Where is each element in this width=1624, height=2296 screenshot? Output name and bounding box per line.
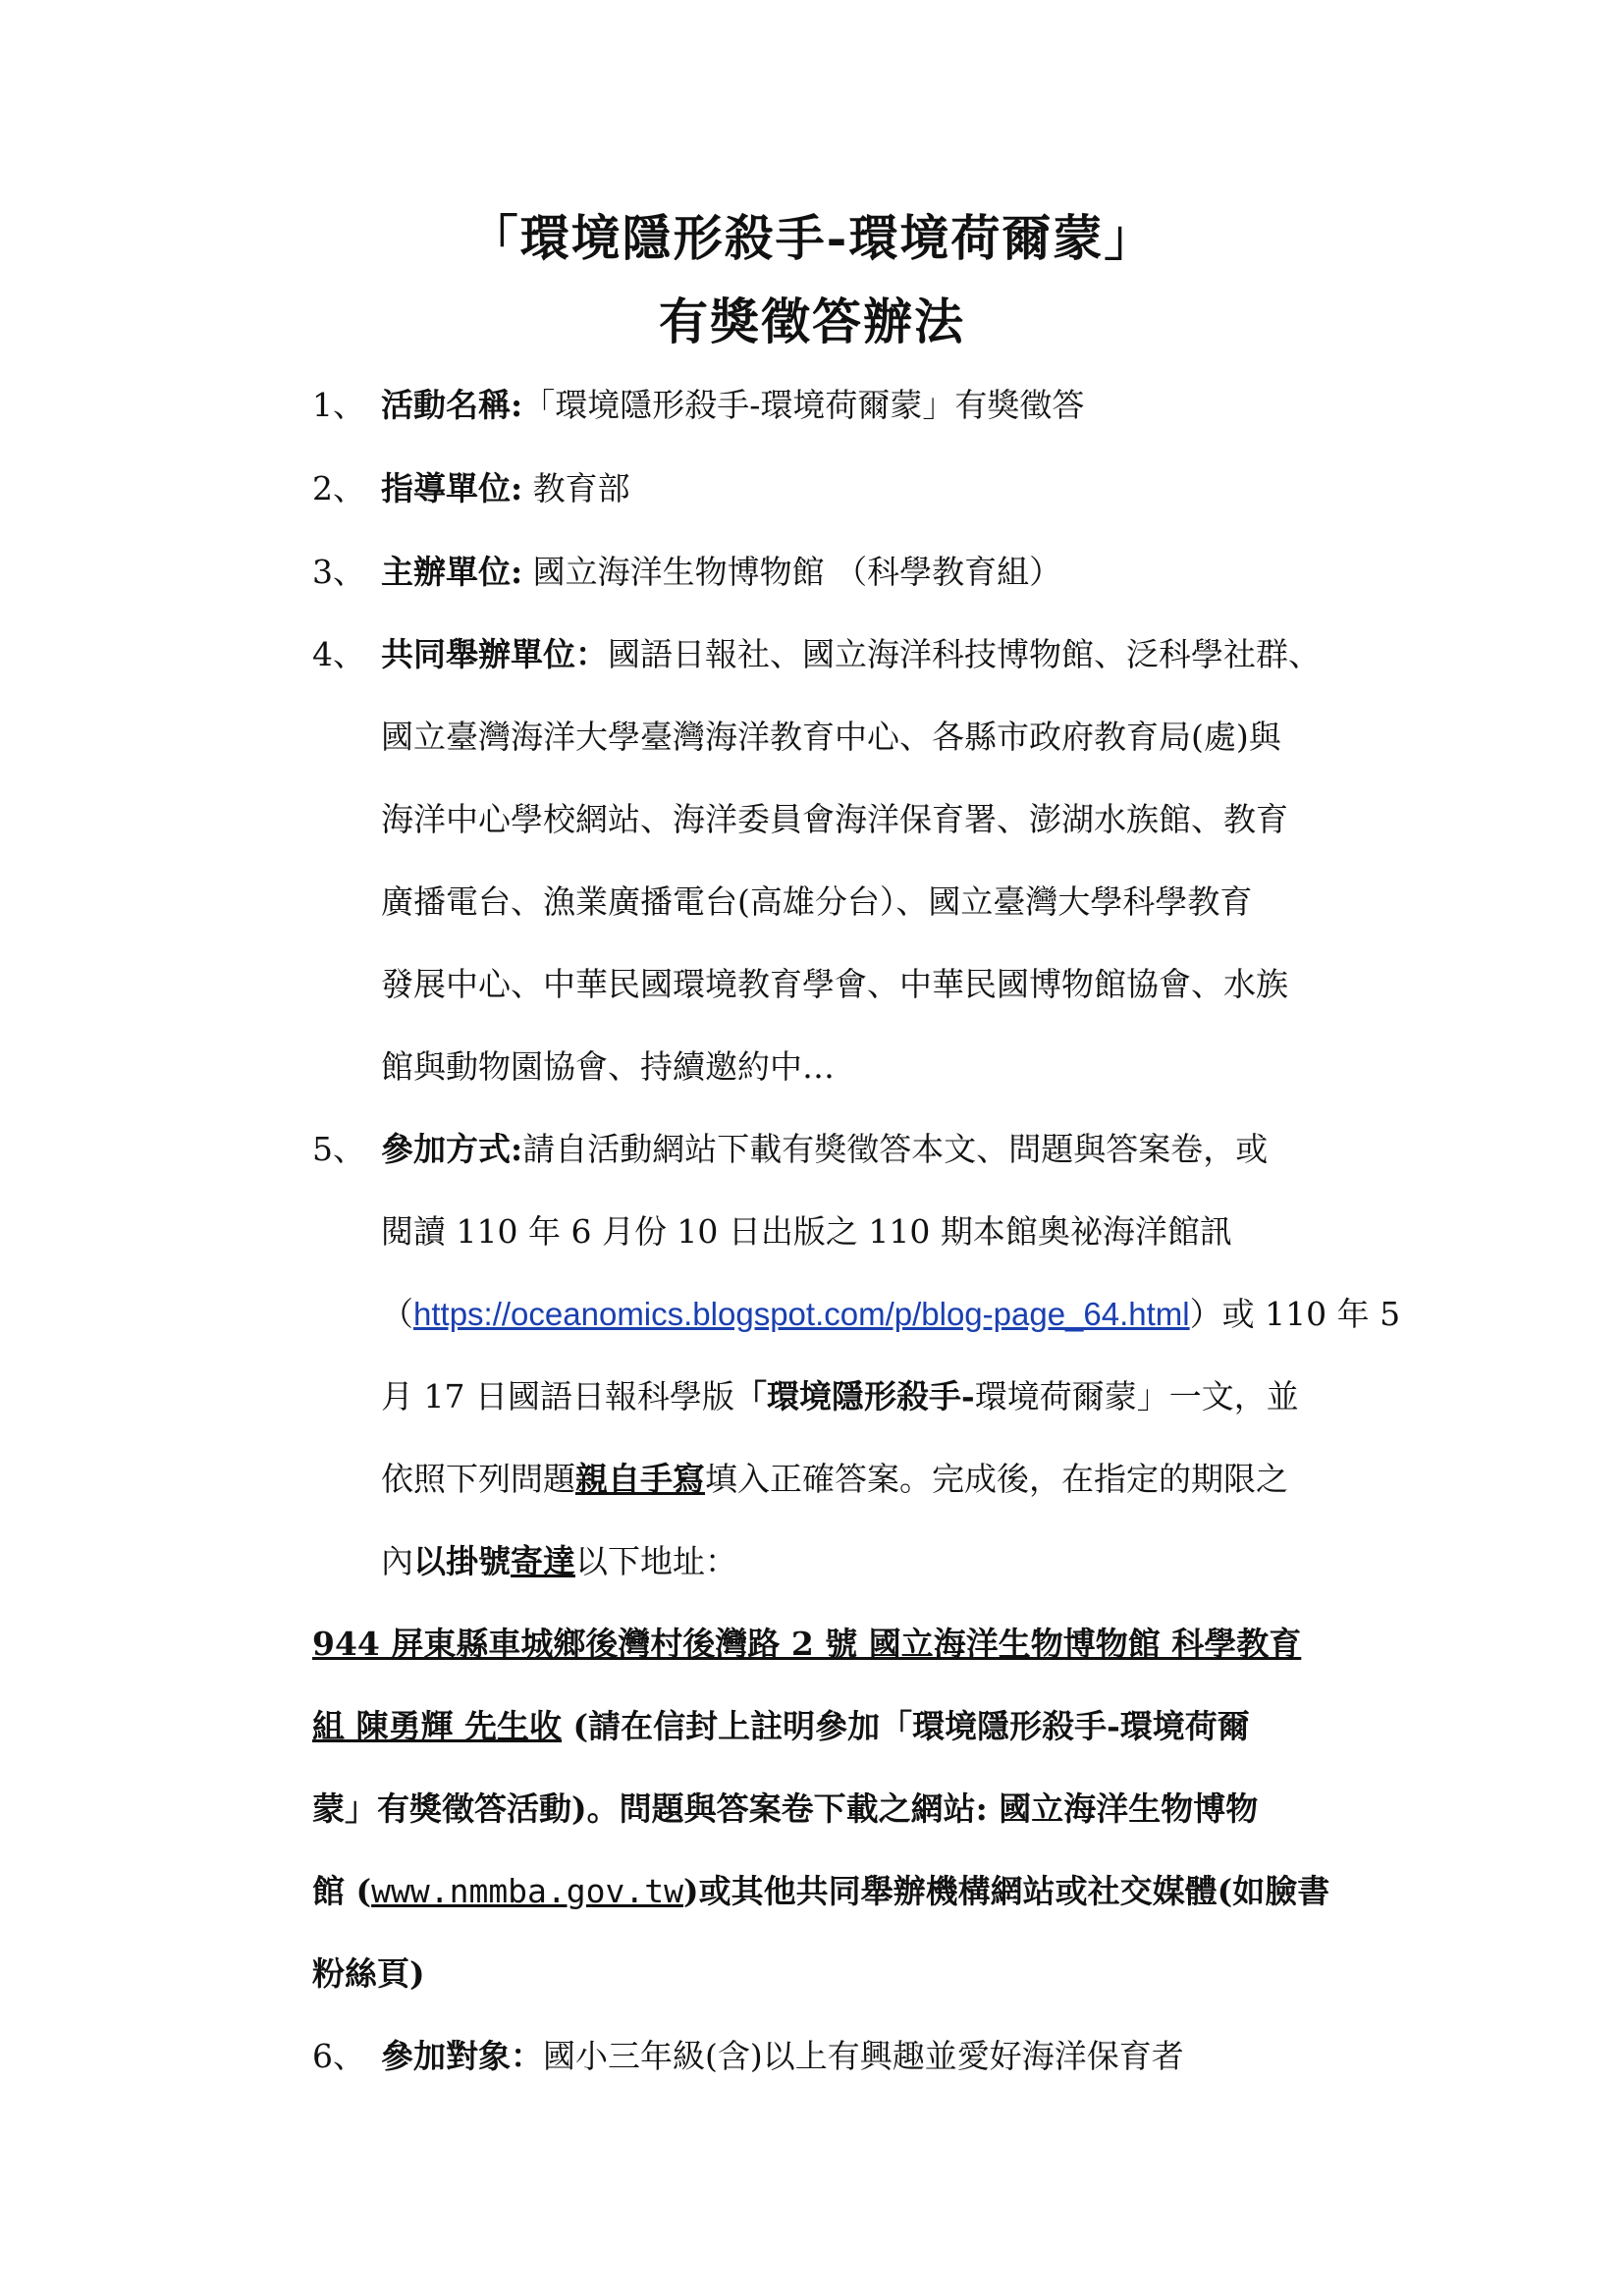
item-label: 活動名稱:: [381, 386, 523, 424]
item-continuation: [381, 1542, 737, 1581]
paren-open: （: [381, 1295, 413, 1333]
item-label: 參加對象：: [381, 2037, 543, 2075]
article-title-bold: 「環境隱形殺手-: [733, 1377, 975, 1415]
address-text: 944 屏東縣車城鄉後灣村後灣路 2 號 國立海洋生物博物館 科學教育: [312, 1625, 1302, 1663]
list-item: [381, 386, 1084, 425]
address-line: [312, 1707, 1250, 1746]
item-number: 1、: [312, 386, 365, 424]
item-text: 環境荷爾蒙」一文，並: [974, 1377, 1299, 1415]
item-continuation: 閱讀 110 年 6 月份 10 日出版之 110 期本館奧祕海洋館訊: [381, 1212, 1232, 1251]
emphasis-registered: 以掛號: [413, 1542, 511, 1580]
page-title-line2: 有獎徵答辦法: [659, 293, 965, 350]
page-title-line1: 「環境隱形殺手-環境荷爾蒙」: [468, 209, 1156, 267]
list-item: [381, 553, 1061, 592]
address-text: )或其他共同舉辦機構網站或社交媒體(如臉書: [683, 1872, 1330, 1910]
item-text: 月 17 日國語日報科學版: [381, 1377, 734, 1415]
item-text: ）或 110 年 5: [1189, 1295, 1401, 1333]
address-text: 館 (: [312, 1872, 372, 1910]
item-number: 5、: [312, 1130, 365, 1168]
item-continuation: 館與動物園協會、持續邀約中…: [381, 1047, 835, 1086]
emphasis-deliver: 寄達: [511, 1542, 575, 1580]
item-text: 內: [381, 1542, 413, 1580]
item-text: 國立海洋生物博物館 （科學教育組）: [522, 553, 1062, 591]
item-text: 請自活動網站下載有獎徵答本文、問題與答案卷，或: [522, 1130, 1269, 1168]
item-label: 指導單位:: [381, 469, 523, 507]
item-text: 教育部: [522, 469, 630, 507]
address-line: 蒙」有獎徵答活動)。問題與答案卷下載之網站: 國立海洋生物博物: [312, 1789, 1259, 1828]
item-text: 「環境隱形殺手-環境荷爾蒙」有獎徵答: [522, 386, 1085, 424]
item-text: 依照下列問題: [381, 1460, 575, 1498]
list-item: [381, 469, 630, 508]
address-note: (請在信封上註明參加「環境隱形殺手-環境荷爾: [561, 1707, 1250, 1745]
item-text: 國語日報社、國立海洋科技博物館、泛科學社群、: [608, 635, 1321, 673]
item-label: 共同舉辦單位：: [381, 635, 608, 673]
item-number: 3、: [312, 553, 365, 591]
recipient-text: 組 陳勇輝 先生收: [312, 1707, 562, 1745]
list-item: [381, 1130, 1268, 1169]
address-line: 粉絲頁): [312, 1954, 425, 1993]
item-label: 主辦單位:: [381, 553, 523, 591]
item-continuation: [381, 1377, 1299, 1416]
address-line: [312, 1872, 1329, 1911]
emphasis-handwrite: 親自手寫: [575, 1460, 705, 1498]
item-text: 以下地址：: [575, 1542, 737, 1580]
item-continuation: 海洋中心學校網站、海洋委員會海洋保育署、澎湖水族館、教育: [381, 800, 1288, 838]
item-number: 2、: [312, 469, 365, 507]
list-item: [381, 2037, 1184, 2076]
item-continuation: 國立臺灣海洋大學臺灣海洋教育中心、各縣市政府教育局(處)與: [381, 718, 1281, 756]
item-label: 參加方式:: [381, 1130, 523, 1168]
item-continuation: 廣播電台、漁業廣播電台(高雄分台）、國立臺灣大學科學教育: [381, 882, 1253, 921]
item-number: 4、: [312, 635, 365, 673]
newsletter-link[interactable]: https://oceanomics.blogspot.com/p/blog-page_64.html: [413, 1296, 1190, 1332]
item-text: 填入正確答案。完成後，在指定的期限之: [705, 1460, 1288, 1498]
museum-website-link[interactable]: www.nmmba.gov.tw: [371, 1872, 683, 1910]
item-text: 國小三年級(含)以上有興趣並愛好海洋保育者: [543, 2037, 1184, 2075]
item-number: 6、: [312, 2037, 365, 2075]
item-continuation: [381, 1460, 1288, 1499]
item-continuation: [381, 1295, 1400, 1334]
list-item: [381, 635, 1321, 674]
item-continuation: 發展中心、中華民國環境教育學會、中華民國博物館協會、水族: [381, 965, 1288, 1003]
address-line: [312, 1625, 1301, 1664]
